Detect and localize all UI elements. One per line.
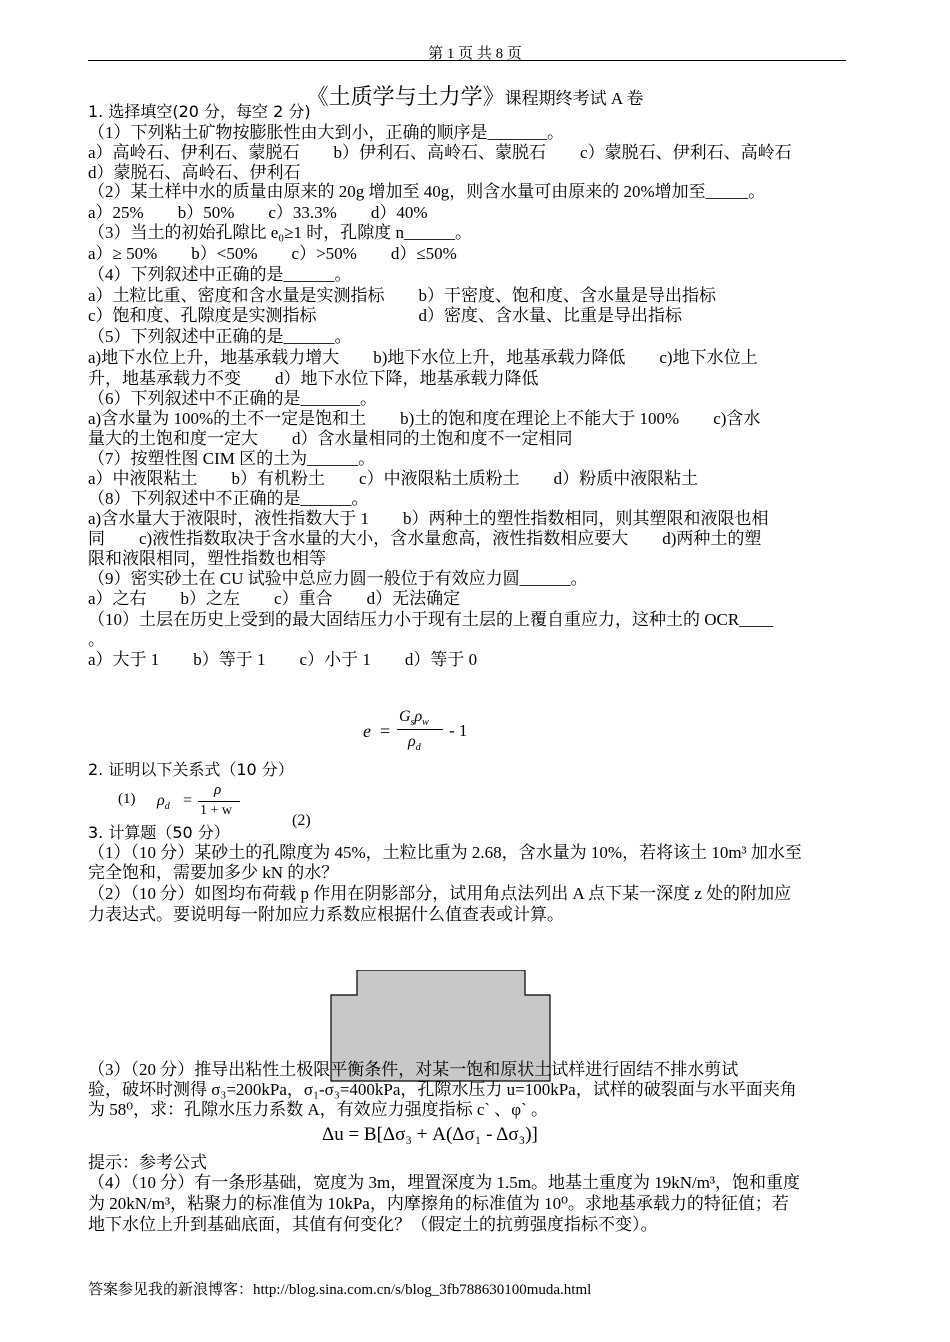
q1-3-stem: （3）当土的初始孔隙比 e₀≥1 时，孔隙度 n______。 <box>88 223 473 242</box>
q3-4-text-cont2: 地下水位上升到基础底面，其值有何变化？（假定土的抗剪强度指标不变）。 <box>88 1215 658 1234</box>
q1-6-options-cont: 量大的土饱和度一定大 d）含水量相同的土饱和度不一定相同 <box>88 429 573 448</box>
q3-1-text-cont: 完全饱和，需要加多少 kN 的水？ <box>88 863 339 882</box>
q1-8-stem: （8）下列叙述中不正确的是______。 <box>88 489 369 508</box>
q3-2-text: （2）（10 分）如图均布荷载 p 作用在阴影部分，试用角点法列出 A 点下某一深度 z 处的附加应 <box>88 884 792 903</box>
q1-5-options: a)地下水位上升，地基承载力增大 b)地下水位上升，地基承载力降低 c)地下水位上 <box>88 348 758 367</box>
q1-5-stem: （5）下列叙述中正确的是______。 <box>88 327 352 346</box>
q3-3-text <box>88 1060 738 1080</box>
section-3-heading: 3. 计算题（50 分） <box>88 823 230 842</box>
footer-blog-link[interactable]: 答案参见我的新浪博客：http://blog.sina.com.cn/s/blog_3fb788630100muda.html <box>88 1282 592 1298</box>
page-header: 第 1 页 共 8 页 <box>428 46 522 62</box>
q1-8-options-cont: 同 c)液性指数取决于含水量的大小，含水量愈高，液性指数相应要大 d)两种土的塑 <box>88 529 762 548</box>
section-2-heading: 2. 证明以下关系式（10 分） <box>88 760 294 779</box>
q1-10-options: a）大于 1 b）等于 1 c）小于 1 d）等于 0 <box>88 650 478 669</box>
q1-5-options-cont: 升，地基承载力不变 d）地下水位下降，地基承载力降低 <box>88 369 539 388</box>
formula-pore-pressure: Δu = B[Δσ₃ + A(Δσ₁ - Δσ₃)] <box>322 1124 538 1145</box>
q1-4-options: a）土粒比重、密度和含水量是实测指标 b）干密度、饱和度、含水量是导出指标 <box>88 286 717 305</box>
q1-2-options: a）25% b）50% c）33.3% d）40% <box>88 203 428 222</box>
formula-e-numerator: $G_s\rho_w$ <box>399 708 429 729</box>
q1-8-options: a)含水量大于液限时，液性指数大于 1 b）两种土的塑性指数相同，则其塑限和液限也相 <box>88 509 769 528</box>
proof-label-2: (2) <box>292 812 311 829</box>
formula-e-denominator: $\rho_d$ <box>408 733 421 754</box>
formula-e-rest: - 1 <box>449 721 468 740</box>
q1-1-stem: （1）下列粘土矿物按膨胀性由大到小，正确的顺序是_______。 <box>88 123 564 142</box>
q1-8-options-cont2: 限和液限相同，塑性指数也相等 <box>88 549 326 568</box>
q1-4-stem: （4）下列叙述中正确的是______。 <box>88 265 352 284</box>
q1-2-stem: （2）某土样中水的质量由原来的 20g 增加至 40g，则含水量可由原来的 20%增加至_____。 <box>88 182 766 201</box>
q3-1-text: （1）（10 分）某砂土的孔隙度为 45%，土粒比重为 2.68，含水量为 10%，若将该土 10m³ 加水至 <box>88 843 802 862</box>
q3-3-text-cont: 验，破坏时测得 σ₃=200kPa，σ₁-σ₃=400kPa，孔隙水压力 u=100kPa，试样的破裂面与水平面夹角 <box>88 1080 797 1099</box>
q3-4-text: （4）（10 分）有一条形基础，宽度为 3m，埋置深度为 1.5m。地基土重度为 19kN/m³，饱和重度 <box>88 1173 801 1192</box>
formula-rho-bar <box>198 801 240 802</box>
formula-dry-density: $\rho_d$ = ρ 1 + w <box>157 782 257 822</box>
q1-7-options: a）中液限粘土 b）有机粉土 c）中液限粘土质粉土 d）粉质中液限粘土 <box>88 469 699 488</box>
q1-1-options-cont: d）蒙脱石、高岭石、伊利石 <box>88 163 301 182</box>
q3-3-line1: （3）（20 分）推导出粘性土极限平衡条件，对某一饱和原状土试样进行固结不排水剪试 <box>88 1060 739 1079</box>
section-1-heading: 1. 选择填空(20 分，每空 2 分) <box>88 102 311 121</box>
q1-6-stem: （6）下列叙述中不正确的是_______。 <box>88 389 377 408</box>
formula-rho-numerator: ρ <box>214 782 222 798</box>
q1-6-options: a)含水量为 100%的土不一定是饱和土 b)土的饱和度在理论上不能大于 100% c)含水 <box>88 409 761 428</box>
formula-rho-d: $\rho_d$ <box>157 792 170 813</box>
q1-9-stem: （9）密实砂土在 CU 试验中总应力圆一般位于有效应力圆______。 <box>88 569 588 588</box>
exam-title: 课程期终考试 A 卷 <box>504 89 644 108</box>
q1-4-options-cont: c）饱和度、孔隙度是实测指标 d）密度、含水量、比重是导出指标 <box>88 306 683 325</box>
q3-3-text-cont2: 为 58⁰，求：孔隙水压力系数 A，有效应力强度指标 c` 、φ` 。 <box>88 1100 549 1119</box>
formula-e-lhs: e <box>363 721 371 741</box>
q1-10-stem: （10）土层在历史上受到的最大固结压力小于现有土层的上覆自重应力，这种土的 OCR____ <box>88 610 774 629</box>
q3-2-text-cont: 力表达式。要说明每一附加应力系数应根据什么值查表或计算。 <box>88 905 564 924</box>
q3-4-text-cont: 为 20kN/m³，粘聚力的标准值为 10kPa，内摩擦角的标准值为 10⁰。求地基承载力的特征值；若 <box>88 1194 789 1213</box>
q1-9-options: a）之右 b）之左 c）重合 d）无法确定 <box>88 589 461 608</box>
q1-7-stem: （7）按塑性图 CIM 区的土为______。 <box>88 449 376 468</box>
header-rule <box>88 60 846 61</box>
course-title: 《土质学与土力学》 <box>306 85 505 110</box>
q1-1-options: a）高岭石、伊利石、蒙脱石 b）伊利石、高岭石、蒙脱石 c）蒙脱石、伊利石、高岭石 <box>88 143 792 162</box>
hint-text: 提示：参考公式 <box>88 1153 207 1172</box>
q1-3-options: a）≥ 50% b）<50% c）>50% d）≤50% <box>88 244 457 263</box>
q1-10-stem-cont: 。 <box>88 630 105 649</box>
formula-rho-denominator: 1 + w <box>200 803 233 818</box>
formula-void-ratio: e = $G_s\rho_w$ $\rho_d$ - 1 <box>363 708 468 754</box>
proof-label-1: (1) <box>118 791 136 807</box>
formula-e-bar <box>397 729 443 730</box>
